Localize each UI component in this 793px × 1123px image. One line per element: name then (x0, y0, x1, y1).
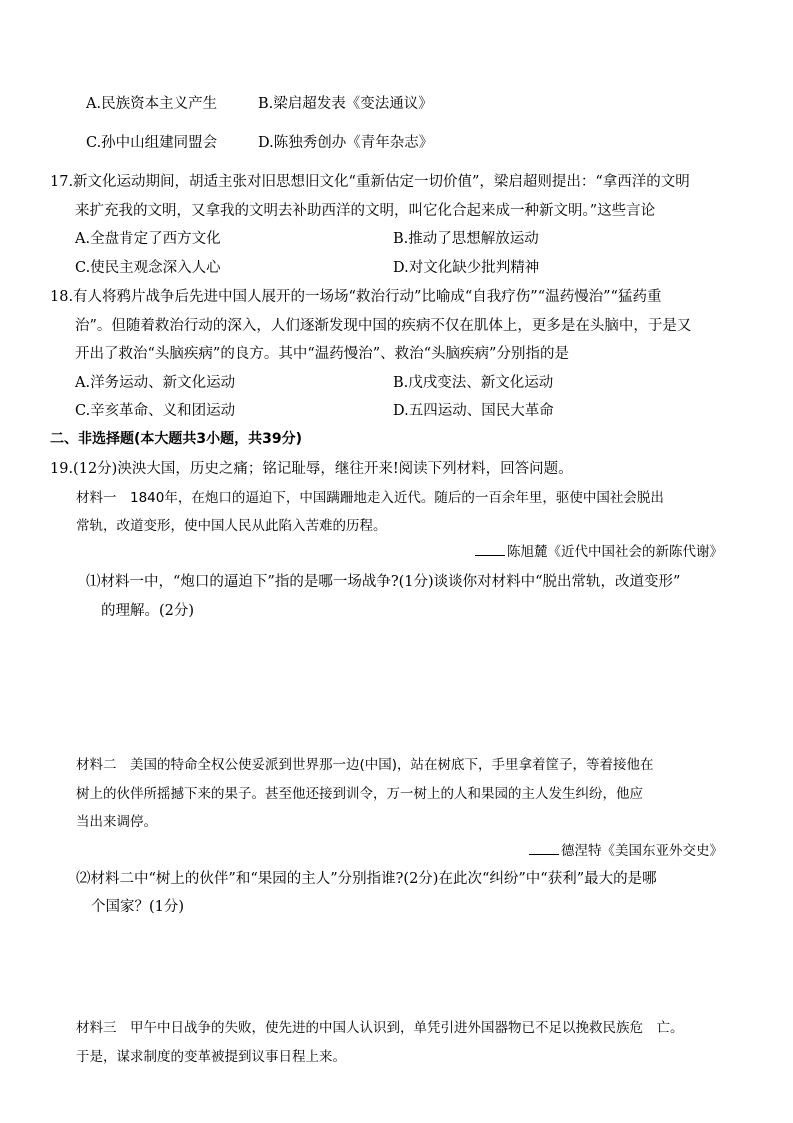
material-2-source (529, 841, 723, 861)
material-3-line-1: 材料三 甲午中日战争的失败，使先进的中国人认识到，单凭引进外国器物已不足以挽救民族危 亡。 (76, 1020, 684, 1036)
material-2-line-2: 树上的伙伴所摇撼下来的果子。甚至他还接到训令，万一树上的人和果园的主人发生纠纷，他应 (76, 786, 643, 802)
q18-option-c: C.辛亥革命、义和团运动 (75, 403, 236, 419)
q18-option-d: D.五四运动、国民大革命 (393, 403, 554, 419)
q19-sub-2-line-2: 个国家？(1分) (91, 899, 185, 915)
q17-stem-line-1: 17.新文化运动期间，胡适主张对旧思想旧文化“重新估定一切价值”，梁启超则提出：“拿西洋的文明 (50, 174, 690, 190)
q17-option-a: A.全盘肯定了西方文化 (75, 231, 221, 247)
q18-stem-line-3: 开出了救治“头脑疾病”的良方。其中“温药慢治”、救治“头脑疾病”分别指的是 (75, 346, 569, 362)
q18-option-a: A.洋务运动、新文化运动 (75, 375, 236, 391)
material-3-line-2: 于是，谋求制度的变革被提到议事日程上来。 (76, 1049, 346, 1065)
q18-option-b: B.戊戌变法、新文化运动 (393, 375, 554, 391)
q17-stem-line-2: 来扩充我的文明，又拿我的文明去补助西洋的文明，叫它化合起来成一种新文明。”这些言论 (75, 203, 656, 219)
q17-option-d: D.对文化缺少批判精神 (393, 260, 540, 276)
q18-stem-line-2: 治”。但随着救治行动的深入，人们逐渐发现中国的疾病不仅在肌体上，更多是在头脑中，于是又 (75, 318, 692, 334)
q19-sub-1-line-2: 的理解。(2分) (101, 603, 195, 619)
material-2-line-3: 当出来调停。 (76, 814, 157, 830)
material-1-line-2: 常轨，改道变形，使中国人民从此陷入苦难的历程。 (76, 518, 387, 534)
material-2-source-text: 德涅特《美国东亚外交史》 (561, 843, 723, 859)
q19-intro: 19.(12分)泱泱大国，历史之痛；铭记耻辱，继往开来!阅读下列材料，回答问题。 (50, 461, 573, 477)
source-dash (475, 543, 505, 556)
material-1-source (475, 542, 723, 562)
material-1-source-text: 陈旭麓《近代中国社会的新陈代谢》 (507, 544, 723, 560)
q16-option-c: C.孙中山组建同盟会 (86, 135, 218, 151)
material-2-line-1: 材料二 美国的特命全权公使妥派到世界那一边(中国)，站在树底下，手里拿着筐子，等着接他在 (76, 757, 654, 773)
q17-option-b: B.推动了思想解放运动 (393, 231, 539, 247)
q19-sub-1-line-1: ⑴材料一中，“炮口的逼迫下”指的是哪一场战争?(1分)谈谈你对材料中“脱出常轨，改道变形” (86, 574, 681, 590)
q19-sub-2-line-1: ⑵材料二中“树上的伙伴”和“果园的主人”分别指谁?(2分)在此次“纠纷”中“获利”最大的是哪 (76, 871, 657, 887)
q16-option-a: A.民族资本主义产生 (86, 96, 218, 112)
q17-option-c: C.使民主观念深入人心 (75, 260, 221, 276)
source-dash (529, 842, 559, 855)
q16-option-d: D.陈独秀创办《青年杂志》 (258, 135, 434, 151)
material-1-line-1: 材料一 1840年，在炮口的逼迫下，中国蹒跚地走入近代。随后的一百余年里，驱使中国社会脱出 (76, 490, 664, 506)
section-heading: 二、非选择题(本大题共3小题，共39分) (50, 431, 303, 447)
q18-stem-line-1: 18.有人将鸦片战争后先进中国人展开的一场场“救治行动”比喻成“自我疗伤”“温药慢治”“猛药重 (50, 289, 662, 305)
q16-option-b: B.梁启超发表《变法通议》 (258, 96, 433, 112)
